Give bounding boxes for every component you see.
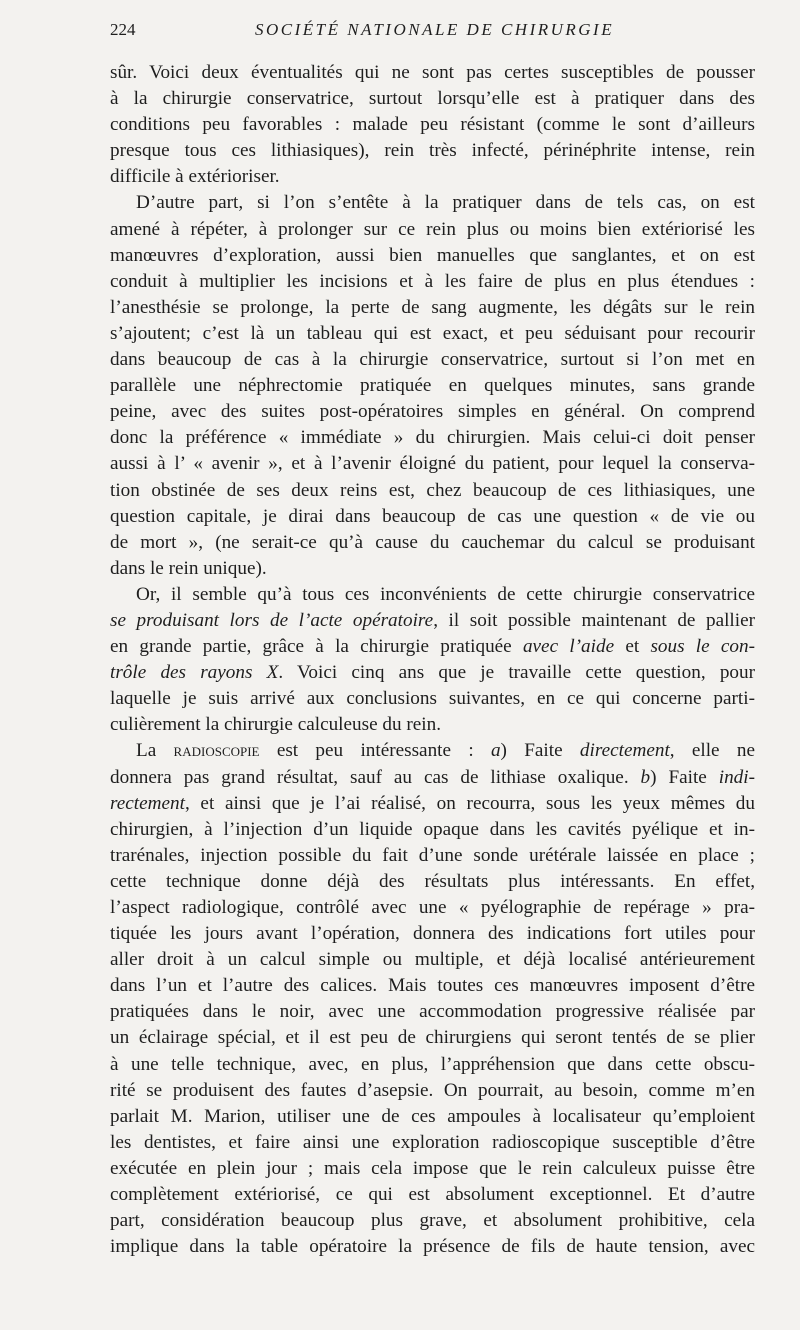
- text-line: implique dans la table opératoire la présence de fils de haute tension, avec: [110, 1236, 755, 1258]
- text-line: s’ajoutent; c’est là un tableau qui est exact, et peu séduisant pour recourir: [110, 322, 755, 344]
- text-line: part, considération beaucoup plus grave, et absolument prohibitive, cela: [110, 1210, 755, 1232]
- text-line: à une telle technique, avec, en plus, l’appréhension que dans cette obscu-: [110, 1053, 755, 1075]
- text-line: Or, il semble qu’à tous ces inconvénients de cette chirurgie conservatrice: [136, 583, 755, 605]
- text-line: La radioscopie est peu intéressante : a) Faite directement, elle ne: [136, 740, 755, 762]
- text-line: conditions peu favorables : malade peu résistant (comme le sont d’ailleurs: [110, 114, 755, 136]
- text-line: dans le rein unique).: [110, 557, 267, 579]
- text-line: manœuvres d’exploration, aussi bien manuelles que sanglantes, et on est: [110, 244, 755, 266]
- text-line: de mort », (ne serait-ce qu’à cause du cauchemar du calcul se produisant: [110, 531, 755, 553]
- text-line: en grande partie, grâce à la chirurgie pratiquée avec l’aide et sous le con-: [110, 636, 755, 658]
- running-title: SOCIÉTÉ NATIONALE DE CHIRURGIE: [255, 20, 615, 39]
- text-line: à la chirurgie conservatrice, surtout lorsqu’elle est à pratiquer dans des: [110, 88, 755, 110]
- text-line: dans beaucoup de cas à la chirurgie conservatrice, surtout si l’on met en: [110, 349, 755, 371]
- body-text: [110, 60, 755, 1260]
- text-line: pratiquées dans le noir, avec une accommodation progressive réalisée par: [110, 1001, 755, 1023]
- text-line: chirurgien, à l’injection d’un liquide opaque dans les cavités pyélique et in-: [110, 818, 755, 840]
- text-line: amené à répéter, à prolonger sur ce rein plus ou moins bien extériorisé les: [110, 218, 755, 240]
- text-line: question capitale, je dirai dans beaucoup de cas une question « de vie ou: [110, 505, 755, 527]
- text-line: les dentistes, et faire ainsi une exploration radioscopique susceptible d’être: [110, 1131, 755, 1153]
- text-line: D’autre part, si l’on s’entête à la pratiquer dans de tels cas, on est: [136, 192, 755, 214]
- text-line: cette technique donne déjà des résultats plus intéressants. En effet,: [110, 870, 755, 892]
- text-line: sûr. Voici deux éventualités qui ne sont pas certes susceptibles de pousser: [110, 62, 755, 83]
- text-line: exécutée en plein jour ; mais cela impose que le rein calculeux puisse être: [110, 1157, 755, 1179]
- text-line: trarénales, injection possible du fait d’une sonde urétérale laissée en place ;: [110, 844, 755, 866]
- page-header: [110, 20, 755, 46]
- text-line: donc la préférence « immédiate » du chirurgien. Mais celui-ci doit penser: [110, 427, 755, 449]
- text-line: se produisant lors de l’acte opératoire, il soit possible maintenant de pallier: [110, 609, 755, 631]
- text-line: un éclairage spécial, et il est peu de chirurgiens qui seront tentés de se plier: [110, 1027, 755, 1049]
- text-line: difficile à extérioriser.: [110, 166, 280, 188]
- text-line: donnera pas grand résultat, sauf au cas de lithiase oxalique. b) Faite indi-: [110, 766, 755, 788]
- text-line: tiquée les jours avant l’opération, donnera des indications fort utiles pour: [110, 923, 755, 945]
- text-line: l’anesthésie se prolonge, la perte de sang augmente, les dégâts sur le rein: [110, 296, 755, 318]
- text-line: culièrement la chirurgie calculeuse du rein.: [110, 714, 442, 736]
- text-line: tion obstinée de ses deux reins est, chez beaucoup de ces lithiasiques, une: [110, 479, 755, 501]
- text-line: parlait M. Marion, utiliser une de ces ampoules à localisateur qu’emploient: [110, 1105, 755, 1127]
- text-line: l’aspect radiologique, contrôlé avec une « pyélographie de repérage » pra-: [110, 897, 755, 918]
- text-line: laquelle je suis arrivé aux conclusions suivantes, en ce qui concerne parti-: [110, 688, 755, 710]
- text-line: aller droit à un calcul simple ou multiple, et déjà localisé antérieurement: [110, 949, 755, 971]
- text-line: peine, avec des suites post-opératoires simples en général. On comprend: [110, 401, 755, 423]
- text-line: rectement, et ainsi que je l’ai réalisé, on recourra, sous les yeux mêmes du: [110, 792, 755, 814]
- text-line: dans l’un et l’autre des calices. Mais toutes ces manœuvres imposent d’être: [110, 975, 755, 997]
- text-line: rité se produisent des fautes d’asepsie. On pourrait, au besoin, comme m’en: [110, 1079, 755, 1101]
- text-line: aussi à l’ « avenir », et à l’avenir éloigné du patient, pour lequel la conserva-: [110, 453, 755, 475]
- text-line: complètement extériorisé, ce qui est absolument exceptionnel. Et d’autre: [110, 1184, 755, 1206]
- text-line: conduit à multiplier les incisions et à les faire de plus en plus étendues :: [110, 270, 755, 292]
- page-number: 224: [110, 20, 136, 39]
- text-line: trôle des rayons X. Voici cinq ans que je travaille cette question, pour: [110, 662, 755, 684]
- text-line: presque tous ces lithiasiques), rein très infecté, périnéphrite intense, rein: [110, 140, 755, 162]
- text-line: parallèle une néphrectomie pratiquée en quelques minutes, sans grande: [110, 375, 755, 397]
